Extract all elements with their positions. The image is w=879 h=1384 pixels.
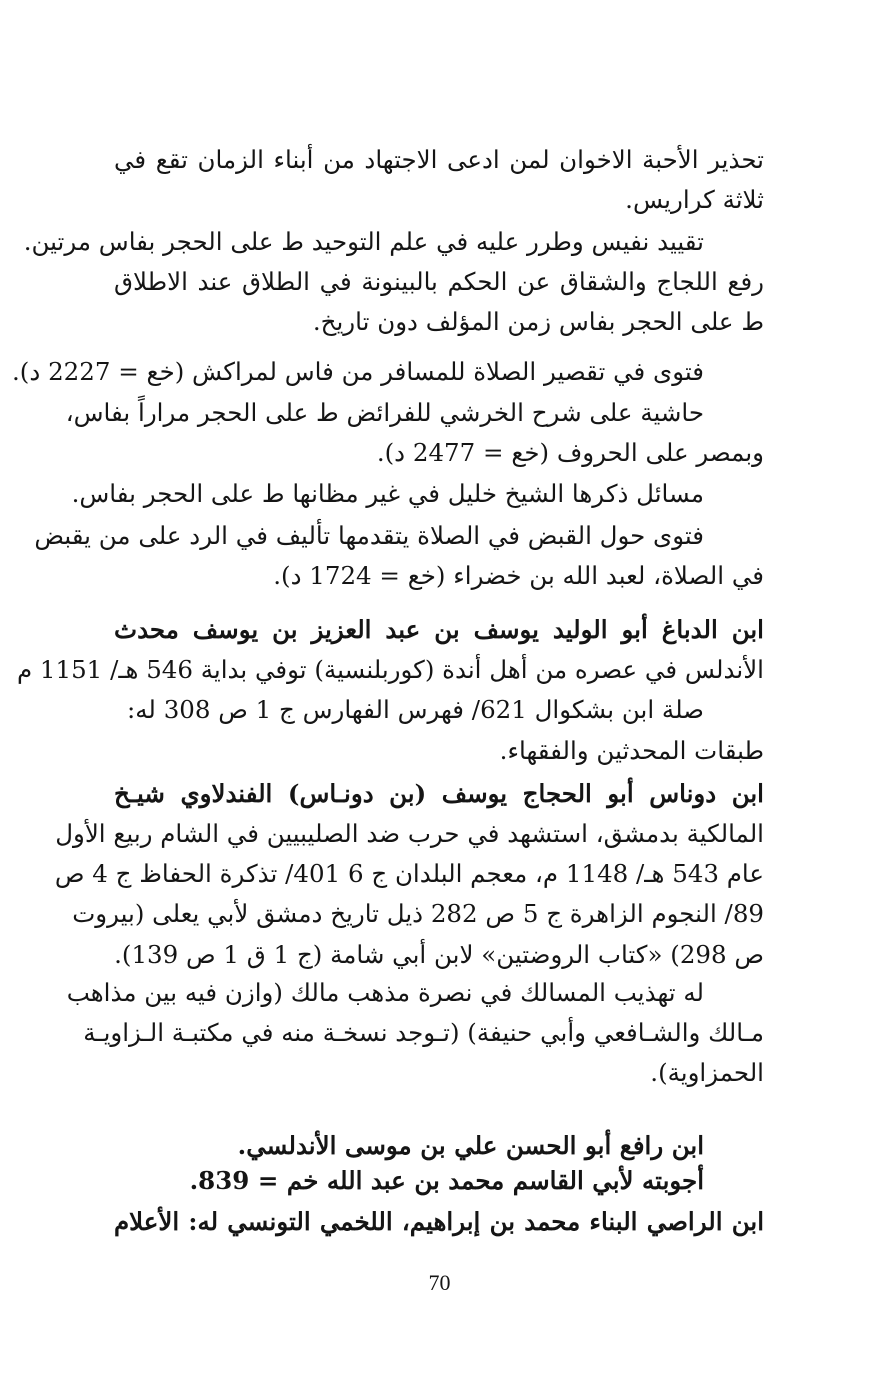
text-line: فتوى في تقصير الصلاة للمسافر من فاس لمراكش (خع = 2227 د). — [12, 357, 704, 386]
text-line: مسائل ذكرها الشيخ خليل في غير مظانها ط على الحجر بفاس. — [71, 479, 704, 508]
text-line: فتوى حول القبض في الصلاة يتقدمها تأليف في الرد على من يقبض — [34, 521, 704, 550]
text-line: الحمزاوية). — [650, 1058, 764, 1087]
text-line: المالكية بدمشق، استشهد في حرب ضد الصليبيين في الشام ربيع الأول — [55, 819, 764, 848]
page-number: 70 — [428, 1270, 451, 1295]
text-line: ص 298) «كتاب الروضتين» لابن أبي شامة (ج 1 ق 1 ص 139). — [114, 940, 764, 969]
text-line: في الصلاة، لعبد الله بن خضراء (خع = 1724 د). — [273, 561, 764, 590]
text-line: طبقات المحدثين والفقهاء. — [499, 736, 764, 765]
text-line: ط على الحجر بفاس زمن المؤلف دون تاريخ. — [312, 307, 764, 336]
text-line: عام 543 هـ/ 1148 م، معجم البلدان ج 6 401/ تذكرة الحفاظ ج 4 ص — [54, 859, 764, 888]
text-line: مـالك والشـافعي وأبي حنيفة) (تـوجد نسخـة منه في مكتبـة الـزاويـة — [83, 1018, 764, 1047]
text-line: ثلاثة كراريس. — [625, 185, 764, 214]
entry-heading: ابن دوناس أبو الحجاج يوسف (بن دونـاس) الفندلاوي شيـخ — [114, 779, 764, 808]
entry-heading: ابن الدباغ أبو الوليد يوسف بن عبد العزيز بن يوسف محدث — [114, 615, 764, 644]
entry-heading: ابن رافع أبو الحسن علي بن موسى الأندلسي. — [237, 1131, 704, 1160]
text-line: حاشية على شرح الخرشي للفرائض ط على الحجر مراراً بفاس، — [65, 398, 704, 427]
text-line: له تهذيب المسالك في نصرة مذهب مالك (وازن فيه بين مذاهب — [66, 978, 704, 1007]
text-line: تقييد نفيس وطرر عليه في علم التوحيد ط على الحجر بفاس مرتين. — [23, 227, 704, 256]
text-line: رفع اللجاج والشقاق عن الحكم بالبينونة في الطلاق عند الاطلاق — [114, 267, 764, 296]
entry-heading: ابن الراصي البناء محمد بن إبراهيم، اللخمي التونسي له: الأعلام — [114, 1207, 764, 1236]
text-line: الأندلس في عصره من أهل أندة (كوربلنسية) توفي بداية 546 هـ/ 1151 م — [16, 655, 764, 684]
text-line: أجوبته لأبي القاسم محمد بن عبد الله خم = 839. — [189, 1166, 704, 1195]
text-line: وبمصر على الحروف (خع = 2477 د). — [376, 438, 764, 467]
text-line: 89/ النجوم الزاهرة ج 5 ص 282 ذيل تاريخ دمشق لأبي يعلى (بيروت — [72, 899, 764, 928]
text-line: تحذير الأحبة الاخوان لمن ادعى الاجتهاد من أبناء الزمان تقع في — [114, 145, 764, 174]
text-line: صلة ابن بشكوال 621/ فهرس الفهارس ج 1 ص 308 له: — [127, 695, 704, 724]
